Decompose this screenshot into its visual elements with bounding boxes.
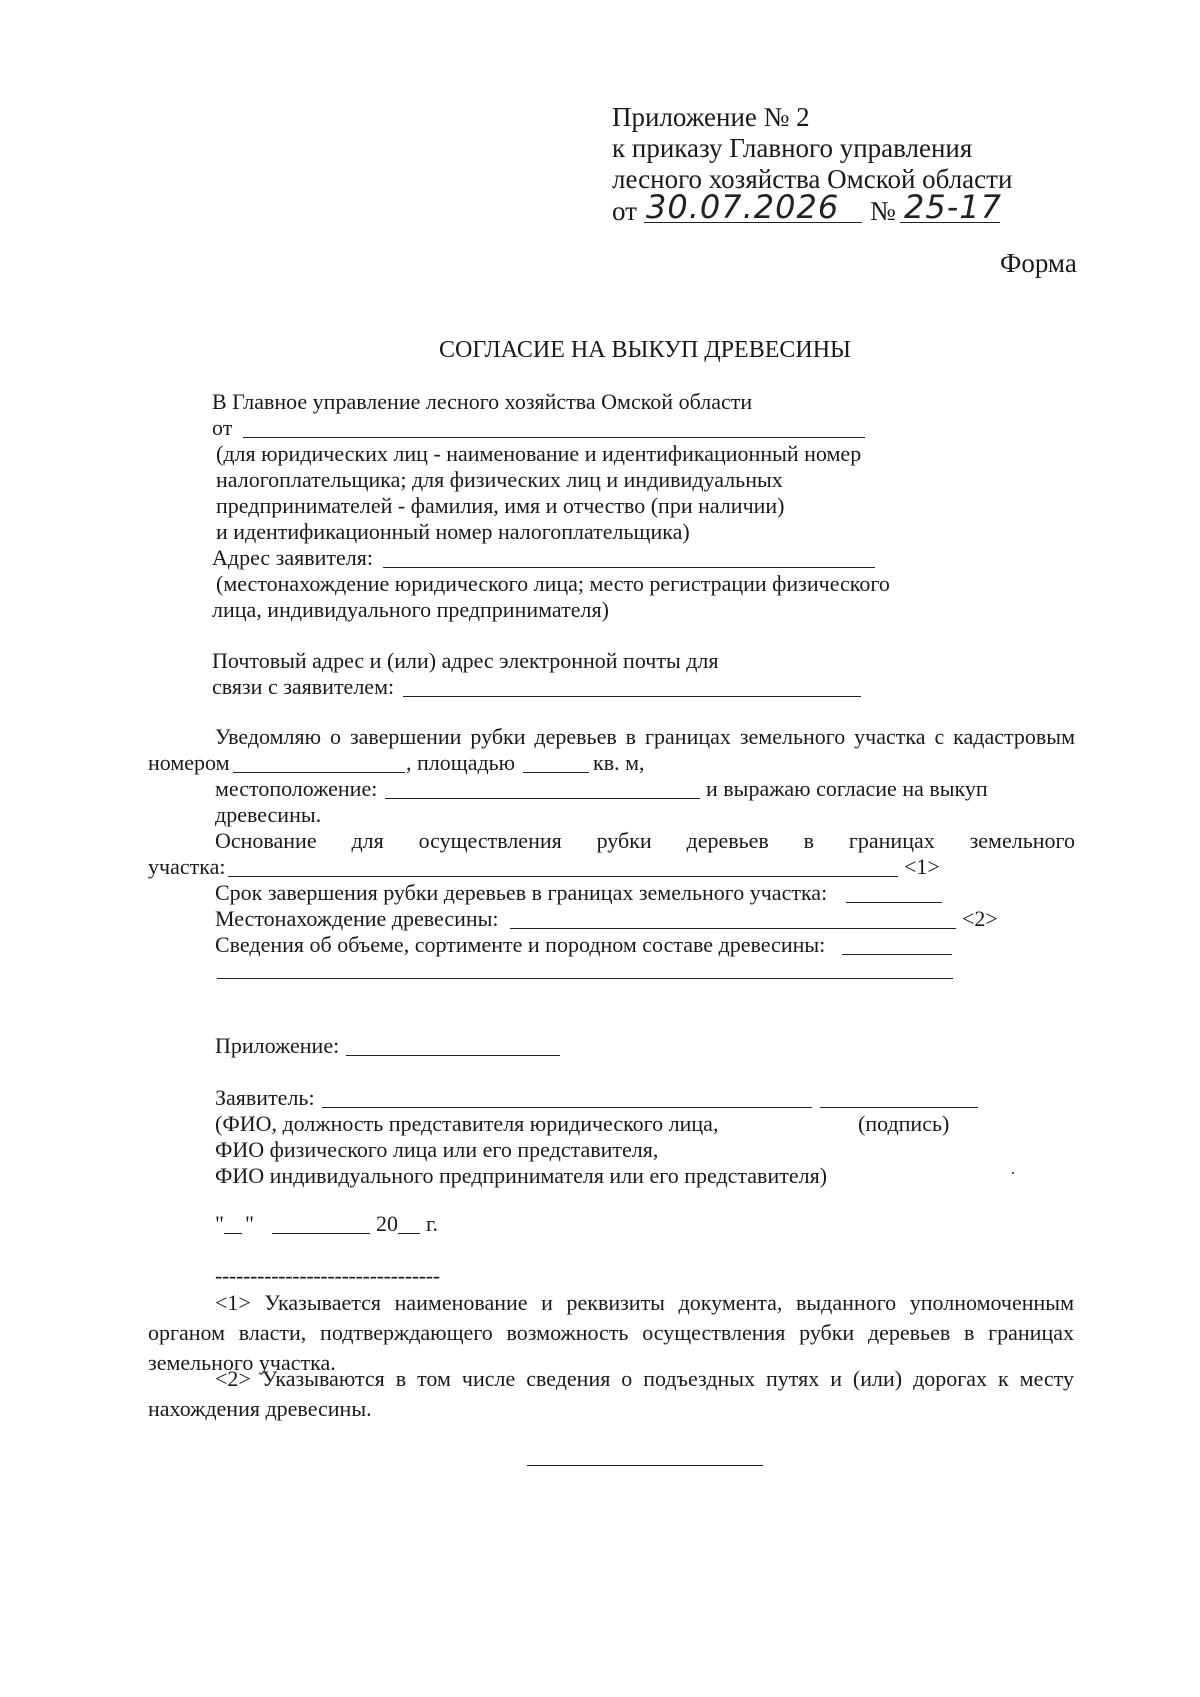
addressee-line: В Главное управление лесного хозяйства Омской области	[212, 389, 753, 414]
footnote-1: <1> Указывается наименование и реквизиты документа, выданного уполномоченным органом власти, подтверждающего возможность осуществления рубки деревьев в границах земельного участка.	[148, 1290, 1074, 1375]
area-unit: кв. м,	[593, 750, 645, 775]
applicant-signature-field[interactable]	[820, 1107, 978, 1108]
location-label: местоположение:	[215, 776, 378, 801]
order-number-underline	[900, 222, 1000, 223]
date-year-prefix: 20	[376, 1211, 398, 1236]
wood-location-label: Местонахождение древесины:	[215, 906, 499, 931]
appendix-department-line: лесного хозяйства Омской области	[612, 164, 1013, 194]
attachment-label: Приложение:	[215, 1033, 340, 1058]
applicant-hint-3: ФИО индивидуального предпринимателя или его представителя)	[215, 1163, 828, 1188]
basis-line: Основание для осуществления рубки деревьев в границах земельного	[215, 828, 1075, 853]
basis-field[interactable]	[228, 876, 898, 877]
address-hint-line-2: лица, индивидуального предпринимателя)	[212, 597, 609, 622]
order-number-handwritten: 25-17	[904, 188, 1002, 226]
footnote-ref-1: <1>	[904, 854, 940, 879]
order-date-underline	[644, 222, 862, 223]
wood-volume-label: Сведения об объеме, сортименте и породном составе древесины:	[215, 932, 826, 957]
form-label: Форма	[1000, 248, 1077, 278]
consent-text-continued: древесины.	[215, 802, 322, 827]
postal-address-field[interactable]	[403, 696, 861, 697]
attachment-field[interactable]	[346, 1055, 560, 1056]
date-year-field[interactable]	[398, 1233, 420, 1234]
notify-paragraph-line: Уведомляю о завершении рубки деревьев в границах земельного участка с кадастровым	[215, 724, 1075, 749]
applicant-address-field[interactable]	[383, 567, 875, 568]
signature-hint: (подпись)	[858, 1111, 950, 1136]
closing-rule	[527, 1465, 763, 1466]
applicant-hint-line-4: и идентификационный номер налогоплательщика)	[216, 519, 690, 544]
wood-location-field[interactable]	[510, 928, 956, 929]
basis-label: участка:	[148, 854, 226, 879]
applicant-signature-label: Заявитель:	[215, 1085, 315, 1110]
deadline-label: Срок завершения рубки деревьев в границах земельного участка:	[215, 880, 828, 905]
date-quote-close: "	[245, 1211, 254, 1236]
address-hint-line-1: (местонахождение юридического лица; место регистрации физического	[216, 571, 890, 596]
applicant-hint-2: ФИО физического лица или его представителя,	[215, 1137, 659, 1162]
order-from-label: от	[612, 196, 637, 226]
applicant-from-label: от	[212, 415, 233, 440]
area-field[interactable]	[523, 772, 589, 773]
cadastral-number-label: номером	[148, 750, 230, 775]
applicant-hint-line-3: предпринимателей - фамилия, имя и отчество (при наличии)	[216, 493, 785, 518]
deadline-field[interactable]	[846, 902, 942, 903]
applicant-address-label: Адрес заявителя:	[212, 545, 373, 570]
date-quote-open: "	[215, 1211, 224, 1236]
applicant-fio-field[interactable]	[322, 1107, 812, 1108]
footnote-separator: --------------------------------	[215, 1263, 440, 1288]
appendix-title: Приложение № 2	[612, 102, 810, 132]
scan-speck	[1012, 1172, 1014, 1174]
applicant-hint-line-1: (для юридических лиц - наименование и идентификационный номер	[216, 441, 862, 466]
wood-volume-field[interactable]	[842, 954, 952, 955]
wood-volume-field-continued[interactable]	[217, 978, 953, 979]
postal-address-label: связи с заявителем:	[212, 674, 395, 699]
cadastral-number-field[interactable]	[233, 772, 405, 773]
date-day-field[interactable]	[224, 1233, 242, 1234]
location-field[interactable]	[385, 798, 700, 799]
postal-address-line-1: Почтовый адрес и (или) адрес электронной почты для	[212, 648, 719, 673]
date-year-suffix: г.	[426, 1211, 439, 1236]
date-month-field[interactable]	[272, 1233, 370, 1234]
document-title: СОГЛАСИЕ НА ВЫКУП ДРЕВЕСИНЫ	[439, 337, 851, 363]
footnote-2: <2> Указываются в том числе сведения о подъездных путях и (или) дорогах к месту нахождения древесины.	[148, 1366, 1074, 1421]
applicant-hint-1: (ФИО, должность представителя юридического лица,	[215, 1111, 719, 1136]
order-number-label: №	[870, 196, 896, 226]
applicant-hint-line-2: налогоплательщика; для физических лиц и индивидуальных	[216, 467, 783, 492]
applicant-name-field[interactable]	[243, 437, 865, 438]
area-label: , площадью	[406, 750, 516, 775]
appendix-order-line: к приказу Главного управления	[612, 133, 973, 163]
order-date-handwritten: 30.07.2026	[646, 188, 840, 226]
consent-text: и выражаю согласие на выкуп	[706, 776, 988, 801]
footnote-ref-2: <2>	[962, 906, 998, 931]
